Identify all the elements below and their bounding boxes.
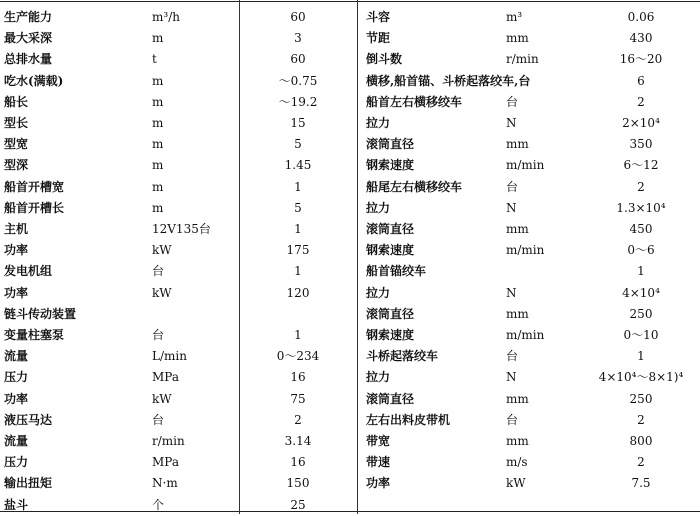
table-row: [0, 176, 700, 198]
right-param-value: 2×10⁴: [622, 116, 660, 130]
left-param-unit: m: [152, 158, 164, 173]
right-param-unit: m/min: [506, 243, 545, 258]
left-param-unit: m³/h: [152, 10, 180, 24]
right-param-value: 250: [629, 391, 653, 406]
right-param-value: 350: [629, 137, 653, 152]
table-row: [0, 6, 700, 28]
left-param-value: 3.14: [284, 434, 312, 448]
table-row: [0, 91, 700, 113]
right-param-value: 450: [629, 222, 653, 236]
left-param-name: 链斗传动装置: [4, 306, 77, 321]
left-param-value: 15: [290, 116, 306, 130]
right-param-name: 横移,船首锚、斗桥起落绞车,台: [366, 73, 531, 88]
table-row: [0, 112, 700, 134]
left-param-value: 120: [286, 285, 310, 300]
left-param-value: 2: [294, 412, 302, 427]
table-row: [0, 494, 700, 516]
right-param-unit: [506, 70, 582, 92]
right-param-name: 滚筒直径: [366, 306, 415, 321]
left-param-value: 150: [286, 476, 310, 491]
left-param-name: 流量: [4, 349, 29, 364]
right-param-value: 6: [637, 73, 645, 88]
table-row: [0, 282, 700, 304]
right-param-unit: 台: [506, 179, 519, 194]
left-param-unit: N·m: [152, 476, 178, 491]
left-param-value: 25: [290, 497, 306, 512]
right-param-name: 节距: [366, 31, 391, 46]
left-param-name: 液压马达: [4, 412, 53, 427]
left-param-name: 总排水量: [4, 52, 53, 67]
right-param-unit: r/min: [506, 52, 539, 67]
table-row: [0, 409, 700, 431]
right-param-name: 斗容: [366, 10, 391, 24]
right-param-unit: mm: [506, 31, 529, 46]
right-param-value: 2: [637, 179, 645, 194]
left-param-unit: m: [152, 116, 164, 130]
table-row: [0, 70, 700, 92]
left-param-value: [240, 303, 356, 325]
left-param-unit: m: [152, 73, 164, 88]
table-row: [0, 48, 700, 70]
table-row: [0, 366, 700, 388]
right-param-unit: m/min: [506, 158, 545, 173]
left-param-unit: 台: [152, 412, 165, 427]
left-param-value: 16: [290, 370, 306, 385]
right-param-name: 拉力: [366, 285, 391, 300]
table-row: [0, 239, 700, 261]
left-param-name: 船首开槽长: [4, 200, 65, 215]
left-param-name: 输出扭矩: [4, 476, 53, 491]
left-param-name: 盐斗: [4, 497, 29, 512]
right-param-value: 250: [629, 306, 653, 321]
right-param-unit: N: [506, 285, 517, 300]
table-row: [0, 260, 700, 282]
left-param-name: 主机: [4, 222, 29, 236]
right-param-unit: 台: [506, 412, 519, 427]
left-param-value: 75: [290, 391, 306, 406]
right-param-unit: [506, 494, 582, 516]
right-param-value: 4×10⁴: [622, 285, 660, 300]
left-param-name: 变量柱塞泵: [4, 328, 65, 342]
right-param-name: 滚筒直径: [366, 137, 415, 152]
right-param-value: 7.5: [631, 476, 651, 491]
left-param-name: 船首开槽宽: [4, 179, 65, 194]
table-row: [0, 324, 700, 346]
right-param-value: 800: [629, 434, 653, 448]
right-param-unit: N: [506, 116, 517, 130]
left-param-unit: 12V135台: [152, 222, 211, 236]
right-param-value: 16～20: [619, 52, 663, 67]
right-param-unit: mm: [506, 137, 529, 152]
table-row: [0, 303, 700, 325]
right-param-value: 0.06: [627, 10, 655, 24]
left-param-value: 1: [294, 222, 302, 236]
right-param-value: 2: [637, 455, 645, 470]
left-param-unit: m: [152, 200, 164, 215]
right-param-value: 4×10⁴～8×1)⁴: [598, 370, 684, 385]
right-param-value: 1: [637, 264, 645, 279]
right-param-name: 船首锚绞车: [366, 264, 427, 279]
right-param-name: 带速: [366, 455, 391, 470]
left-param-value: 3: [294, 31, 302, 46]
left-param-name: 型宽: [4, 137, 29, 152]
left-param-name: 功率: [4, 391, 29, 406]
left-param-value: 5: [294, 200, 302, 215]
left-param-unit: 台: [152, 264, 165, 279]
left-param-name: 功率: [4, 243, 29, 258]
table-row: [0, 133, 700, 155]
right-param-value: [584, 494, 698, 516]
left-param-name: 生产能力: [4, 10, 53, 24]
table-row: [0, 345, 700, 367]
right-param-name: 拉力: [366, 116, 391, 130]
right-param-value: 1: [637, 349, 645, 364]
left-param-value: ～19.2: [278, 94, 318, 109]
left-param-unit: m: [152, 31, 164, 46]
table-row: [0, 197, 700, 219]
right-param-unit: m/min: [506, 328, 545, 342]
left-param-unit: MPa: [152, 455, 179, 470]
right-param-name: 船尾左右横移绞车: [366, 179, 463, 194]
table-row: [0, 154, 700, 176]
right-param-value: 0～6: [627, 243, 655, 258]
right-param-value: 430: [629, 31, 653, 46]
left-param-value: 60: [290, 10, 306, 24]
right-param-unit: mm: [506, 391, 529, 406]
left-param-value: 1.45: [284, 158, 312, 173]
right-param-unit: 台: [506, 349, 519, 364]
left-param-unit: r/min: [152, 434, 185, 448]
right-param-name: 拉力: [366, 200, 391, 215]
right-param-unit: mm: [506, 222, 529, 236]
right-param-name: 钢索速度: [366, 328, 415, 342]
right-param-name: 倒斗数: [366, 52, 403, 67]
right-param-unit: mm: [506, 306, 529, 321]
right-param-unit: [506, 260, 582, 282]
left-param-unit: 个: [152, 497, 165, 512]
left-param-value: 0～234: [276, 349, 320, 364]
left-param-unit: kW: [152, 285, 172, 300]
right-param-unit: kW: [506, 476, 526, 491]
right-param-unit: N: [506, 200, 517, 215]
left-param-unit: MPa: [152, 370, 179, 385]
left-param-unit: kW: [152, 243, 172, 258]
table-row: [0, 218, 700, 240]
left-param-value: ～0.75: [278, 73, 318, 88]
left-param-name: 船长: [4, 94, 29, 109]
left-param-name: 型长: [4, 116, 29, 130]
left-param-value: 1: [294, 264, 302, 279]
left-param-unit: m: [152, 94, 164, 109]
left-param-unit: kW: [152, 391, 172, 406]
left-param-value: 16: [290, 455, 306, 470]
right-param-name: 拉力: [366, 370, 391, 385]
right-param-unit: m/s: [506, 455, 528, 470]
right-param-unit: mm: [506, 434, 529, 448]
table-row: [0, 27, 700, 49]
left-param-value: 1: [294, 179, 302, 194]
right-param-value: 0～10: [623, 328, 659, 342]
right-param-value: 2: [637, 94, 645, 109]
right-param-name: 船首左右横移绞车: [366, 94, 463, 109]
table-row: [0, 472, 700, 494]
right-param-name: 功率: [366, 476, 391, 491]
right-param-unit: 台: [506, 94, 519, 109]
left-param-name: 功率: [4, 285, 29, 300]
left-param-value: 175: [286, 243, 310, 258]
left-param-unit: [152, 303, 238, 325]
left-param-name: 最大采深: [4, 31, 53, 46]
left-param-unit: t: [152, 52, 157, 67]
left-param-name: 发电机组: [4, 264, 53, 279]
table-top-rule: [0, 1, 700, 2]
left-param-unit: 台: [152, 328, 165, 342]
left-param-unit: m: [152, 137, 164, 152]
right-param-unit: m³: [506, 10, 523, 24]
right-param-value: 1.3×10⁴: [616, 200, 666, 215]
right-param-name: 钢索速度: [366, 158, 415, 173]
right-param-name: 斗桥起落绞车: [366, 349, 439, 364]
right-param-name: 滚筒直径: [366, 391, 415, 406]
right-param-name: 钢索速度: [366, 243, 415, 258]
left-param-unit: L/min: [152, 349, 187, 364]
left-param-value: 5: [294, 137, 302, 152]
left-param-name: 压力: [4, 370, 29, 385]
right-param-unit: N: [506, 370, 517, 385]
left-param-name: 压力: [4, 455, 29, 470]
left-param-unit: m: [152, 179, 164, 194]
right-param-name: 滚筒直径: [366, 222, 415, 236]
table-row: [0, 388, 700, 410]
left-param-name: 流量: [4, 434, 29, 448]
left-param-name: 型深: [4, 158, 29, 173]
right-param-name: 左右出料皮带机: [366, 412, 451, 427]
left-param-value: 60: [290, 52, 306, 67]
right-param-name: 带宽: [366, 434, 391, 448]
table-row: [0, 430, 700, 452]
left-param-name: 吃水(满载): [4, 73, 64, 88]
right-param-value: 6～12: [623, 158, 659, 173]
table-row: [0, 451, 700, 473]
left-param-value: 1: [294, 328, 302, 342]
right-param-value: 2: [637, 412, 645, 427]
